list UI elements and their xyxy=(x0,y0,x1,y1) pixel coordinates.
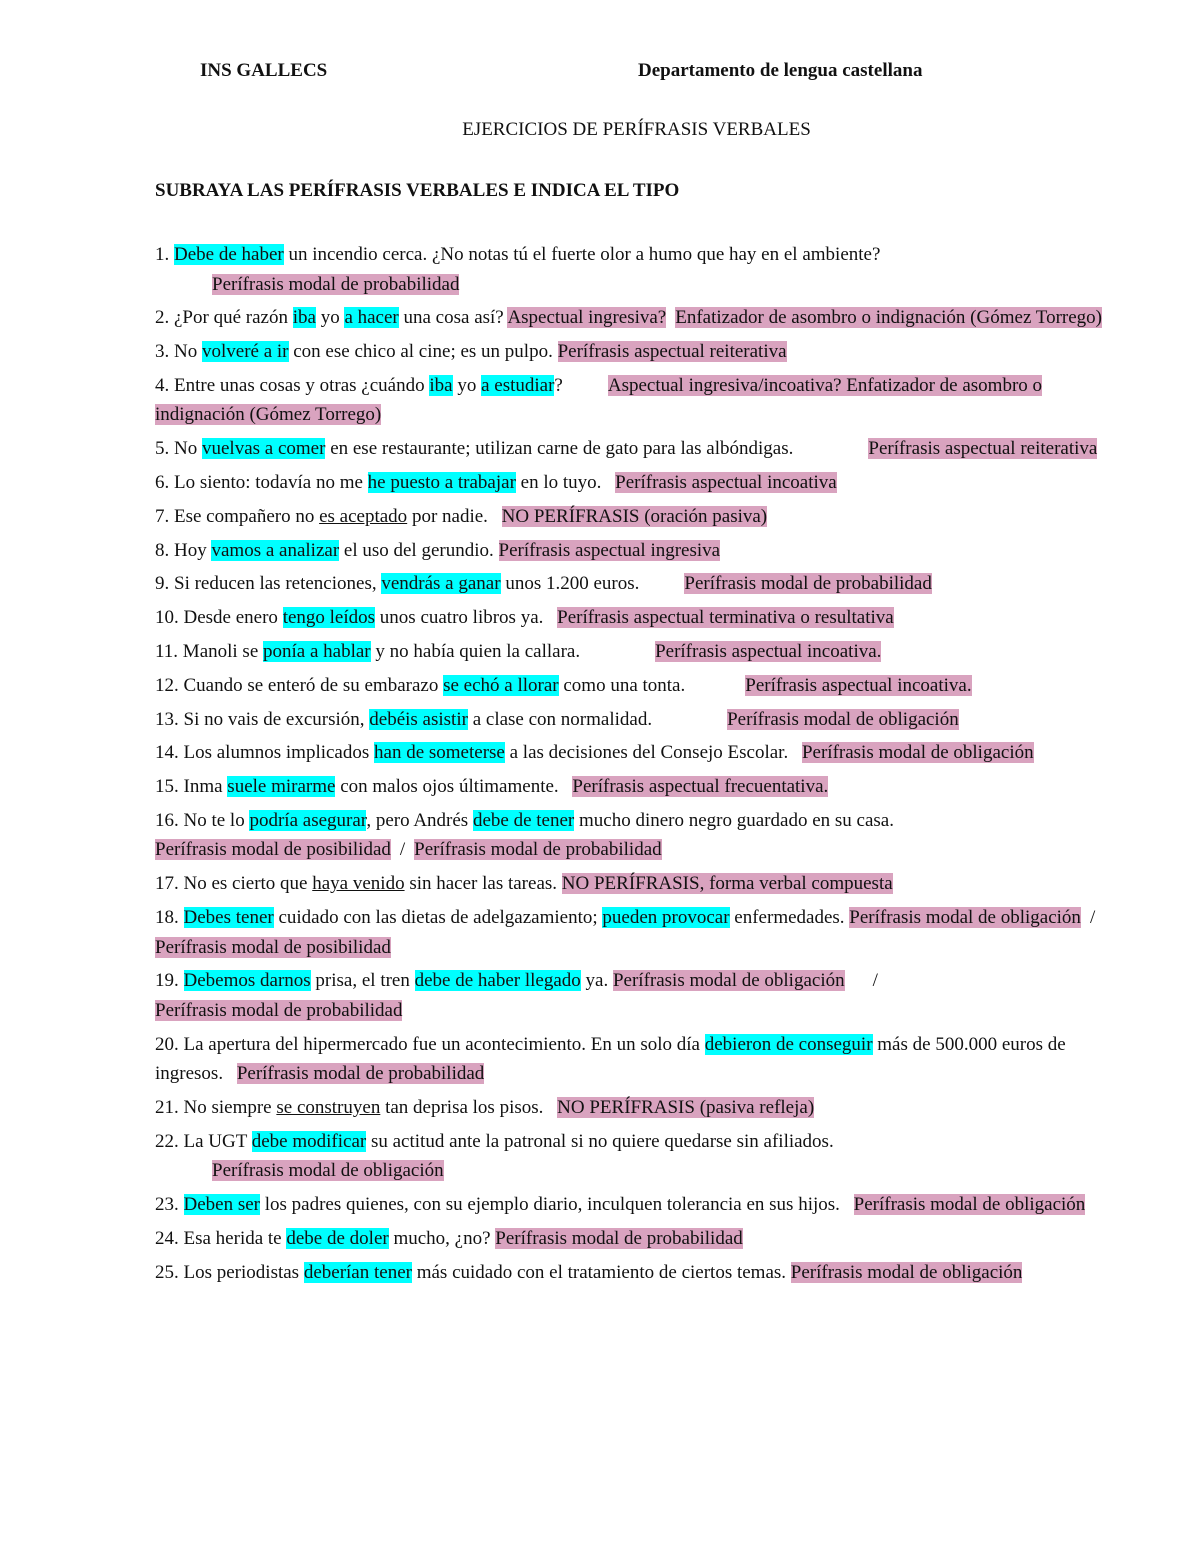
exercise-3 xyxy=(155,337,1130,367)
periphrasis-highlight: debe de tener xyxy=(472,809,575,831)
exercise-text: enfermedades. xyxy=(729,907,850,929)
answer-label: Perífrasis aspectual terminativa o resultativa xyxy=(557,607,894,629)
exercise-12 xyxy=(155,671,1130,701)
underlined-verb: se construyen xyxy=(276,1096,381,1118)
periphrasis-highlight: se echó a llorar xyxy=(443,674,559,696)
answer-label: Perífrasis aspectual ingresiva xyxy=(498,539,721,561)
exercise-7 xyxy=(155,502,1130,532)
exercise-text: mucho dinero negro guardado en su casa. xyxy=(574,809,894,831)
answer-separator: / xyxy=(872,970,878,992)
exercise-text: 21. No siempre xyxy=(155,1096,277,1118)
exercise-text: en lo tuyo. xyxy=(515,471,607,493)
periphrasis-highlight: iba xyxy=(429,374,453,396)
exercise-19 xyxy=(155,966,1130,1025)
periphrasis-highlight: vamos a analizar xyxy=(211,539,340,561)
exercise-text: con ese chico al cine; es un pulpo. xyxy=(288,341,558,363)
exercise-text: ya. xyxy=(580,970,613,992)
exercise-text: 9. Si reducen las retenciones, xyxy=(155,573,382,595)
department-name: Departamento de lengua castellana xyxy=(638,60,923,81)
exercise-text: mucho, ¿no? xyxy=(388,1227,496,1249)
answer-label: Perífrasis modal de posibilidad xyxy=(155,936,391,958)
exercise-text: y no había quien la callara. xyxy=(370,640,581,662)
periphrasis-highlight: iba xyxy=(292,307,316,329)
exercise-text: yo xyxy=(452,374,482,396)
school-name: INS GALLECS xyxy=(200,60,328,81)
exercise-text: 3. No xyxy=(155,341,202,363)
answer-label: Perífrasis aspectual reiterativa xyxy=(557,341,787,363)
exercise-9 xyxy=(155,569,1130,599)
exercise-text: 20. La apertura del hipermercado fue un acontecimiento. En un solo día xyxy=(155,1033,705,1055)
exercise-text: a clase con normalidad. xyxy=(467,708,653,730)
exercise-text: 16. No te lo xyxy=(155,809,250,831)
exercise-2 xyxy=(155,303,1130,333)
answer-label: Enfatizador de asombro o indignación (Gómez Torrego) xyxy=(675,307,1102,329)
periphrasis-highlight: debéis asistir xyxy=(369,708,468,730)
exercise-text: 4. Entre unas cosas y otras ¿cuándo xyxy=(155,374,430,396)
periphrasis-highlight: vendrás a ganar xyxy=(381,573,501,595)
exercise-text: 8. Hoy xyxy=(155,539,212,561)
exercise-24 xyxy=(155,1224,1130,1254)
exercise-20 xyxy=(155,1030,1130,1089)
exercise-text: más cuidado con el tratamiento de ciertos temas. xyxy=(411,1261,791,1283)
answer-label: Aspectual ingresiva/incoativa? Enfatizador de asombro o indignación (Gómez Torrego) xyxy=(155,374,1043,426)
exercise-text: 5. No xyxy=(155,438,202,460)
page-title: EJERCICIOS DE PERÍFRASIS VERBALES xyxy=(462,119,811,140)
underlined-verb: haya venido xyxy=(312,873,405,895)
exercise-text: 22. La UGT xyxy=(155,1130,252,1152)
exercise-25 xyxy=(155,1258,1130,1288)
exercise-text: 18. xyxy=(155,907,184,929)
answer-label: Perífrasis aspectual incoativa xyxy=(615,471,837,493)
exercise-4 xyxy=(155,371,1130,430)
periphrasis-highlight: he puesto a trabajar xyxy=(367,471,516,493)
periphrasis-highlight: Debes tener xyxy=(183,907,274,929)
periphrasis-highlight: pueden provocar xyxy=(602,907,730,929)
exercise-13 xyxy=(155,705,1130,735)
periphrasis-highlight: suele mirarme xyxy=(227,776,336,798)
exercise-text: en ese restaurante; utilizan carne de gato para las albóndigas. xyxy=(325,438,794,460)
periphrasis-highlight: han de someterse xyxy=(374,742,505,764)
periphrasis-highlight: vuelvas a comer xyxy=(201,438,326,460)
answer-label: Aspectual ingresiva? xyxy=(507,307,667,329)
answer-label: Perífrasis modal de posibilidad xyxy=(155,839,391,861)
exercise-text: tan deprisa los pisos. xyxy=(380,1096,549,1118)
exercise-text: el uso del gerundio. xyxy=(339,539,499,561)
exercise-text: 14. Los alumnos implicados xyxy=(155,742,375,764)
exercise-15 xyxy=(155,772,1130,802)
exercise-text: con malos ojos últimamente. xyxy=(335,776,564,798)
exercise-text: cuidado con las dietas de adelgazamiento; xyxy=(273,907,603,929)
answer-label: Perífrasis modal de probabilidad xyxy=(414,839,662,861)
answer-label: Perífrasis modal de obligación xyxy=(212,1160,444,1182)
exercise-text: 2. ¿Por qué razón xyxy=(155,307,293,329)
exercise-text: un incendio cerca. ¿No notas tú el fuerte olor a humo que hay en el ambiente? xyxy=(283,244,881,265)
exercise-text: 11. Manoli se xyxy=(155,640,264,662)
exercise-text: a las decisiones del Consejo Escolar. xyxy=(504,742,793,764)
exercise-text: 1. xyxy=(155,244,174,265)
exercise-text: 19. xyxy=(155,970,184,992)
exercise-text: unos 1.200 euros. xyxy=(500,573,640,595)
answer-label: NO PERÍFRASIS (oración pasiva) xyxy=(501,505,768,527)
answer-label: Perífrasis modal de obligación xyxy=(853,1194,1086,1216)
exercise-8 xyxy=(155,536,1130,566)
answer-label: Perífrasis modal de probabilidad xyxy=(495,1227,743,1249)
exercise-text: 25. Los periodistas xyxy=(155,1261,304,1283)
answer-label: Perífrasis modal de probabilidad xyxy=(155,999,403,1021)
periphrasis-highlight: a estudiar xyxy=(481,374,555,396)
exercise-list xyxy=(155,240,1130,1291)
exercise-text: , pero Andrés xyxy=(366,809,473,831)
periphrasis-highlight: Deben ser xyxy=(183,1194,260,1216)
exercise-text: su actitud ante la patronal si no quiere quedarse sin afiliados. xyxy=(366,1130,834,1152)
exercise-14 xyxy=(155,738,1130,768)
periphrasis-highlight: podría asegurar xyxy=(249,809,367,831)
periphrasis-highlight: debe modificar xyxy=(251,1130,367,1152)
exercise-10 xyxy=(155,603,1130,633)
exercise-text: 17. No es cierto que xyxy=(155,873,313,895)
exercise-text: prisa, el tren xyxy=(310,970,415,992)
answer-label: Perífrasis aspectual incoativa. xyxy=(745,674,972,696)
exercise-21 xyxy=(155,1093,1130,1123)
exercise-text: una cosa así? xyxy=(398,307,508,329)
answer-label: Perífrasis modal de probabilidad xyxy=(684,573,932,595)
exercise-text: ? xyxy=(554,374,563,396)
answer-label: NO PERÍFRASIS, forma verbal compuesta xyxy=(561,873,893,895)
exercise-11 xyxy=(155,637,1130,667)
periphrasis-highlight: ponía a hablar xyxy=(263,640,371,662)
periphrasis-highlight: debieron de conseguir xyxy=(704,1033,873,1055)
exercise-text: como una tonta. xyxy=(558,674,686,696)
answer-label: Perífrasis modal de probabilidad xyxy=(212,273,460,295)
exercise-text: 12. Cuando se enteró de su embarazo xyxy=(155,674,444,696)
answer-separator: / xyxy=(1089,907,1096,929)
periphrasis-highlight: Debemos darnos xyxy=(183,970,311,992)
periphrasis-highlight: a hacer xyxy=(344,307,399,329)
periphrasis-highlight: volveré a ir xyxy=(201,341,289,363)
exercise-text: 7. Ese compañero no xyxy=(155,505,320,527)
answer-separator: / xyxy=(399,839,406,861)
answer-label: NO PERÍFRASIS (pasiva refleja) xyxy=(557,1096,815,1118)
periphrasis-highlight: tengo leídos xyxy=(282,607,376,629)
answer-label: Perífrasis modal de probabilidad xyxy=(236,1063,485,1085)
exercise-text: yo xyxy=(315,307,345,329)
answer-label: Perífrasis modal de obligación xyxy=(727,708,959,730)
answer-label: Perífrasis modal de obligación xyxy=(801,742,1034,764)
exercise-16 xyxy=(155,806,1130,865)
exercise-text: unos cuatro libros ya. xyxy=(375,607,549,629)
answer-label: Perífrasis modal de obligación xyxy=(612,970,845,992)
exercise-text: 6. Lo siento: todavía no me xyxy=(155,471,368,493)
exercise-text: 13. Si no vais de excursión, xyxy=(155,708,370,730)
exercise-17 xyxy=(155,869,1130,899)
answer-label: Perífrasis aspectual frecuentativa. xyxy=(572,776,829,798)
exercise-5 xyxy=(155,434,1130,464)
answer-label: Perífrasis aspectual reiterativa xyxy=(868,438,1098,460)
exercise-23 xyxy=(155,1190,1130,1220)
exercise-1 xyxy=(155,240,1130,299)
exercise-text: 23. xyxy=(155,1194,184,1216)
exercise-text: 10. Desde enero xyxy=(155,607,283,629)
answer-label: Perífrasis aspectual incoativa. xyxy=(655,640,882,662)
underlined-verb: es aceptado xyxy=(319,505,408,527)
instructions: SUBRAYA LAS PERÍFRASIS VERBALES E INDICA EL TIPO xyxy=(155,180,680,201)
exercise-22 xyxy=(155,1127,1130,1186)
exercise-text: 24. Esa herida te xyxy=(155,1227,287,1249)
exercise-text: sin hacer las tareas. xyxy=(404,873,562,895)
exercise-18 xyxy=(155,903,1130,962)
exercise-text: más de 500.000 euros de ingresos. xyxy=(155,1033,1066,1085)
periphrasis-highlight: Debe de haber xyxy=(174,244,284,265)
periphrasis-highlight: debe de doler xyxy=(286,1227,389,1249)
periphrasis-highlight: debe de haber llegado xyxy=(414,970,581,992)
exercise-6 xyxy=(155,468,1130,498)
answer-label: Perífrasis modal de obligación xyxy=(849,907,1081,929)
exercise-text: 15. Inma xyxy=(155,776,228,798)
exercise-text: los padres quienes, con su ejemplo diario, inculquen tolerancia en sus hijos. xyxy=(260,1194,845,1216)
periphrasis-highlight: deberían tener xyxy=(303,1261,412,1283)
answer-label: Perífrasis modal de obligación xyxy=(790,1261,1023,1283)
exercise-text: por nadie. xyxy=(407,505,493,527)
